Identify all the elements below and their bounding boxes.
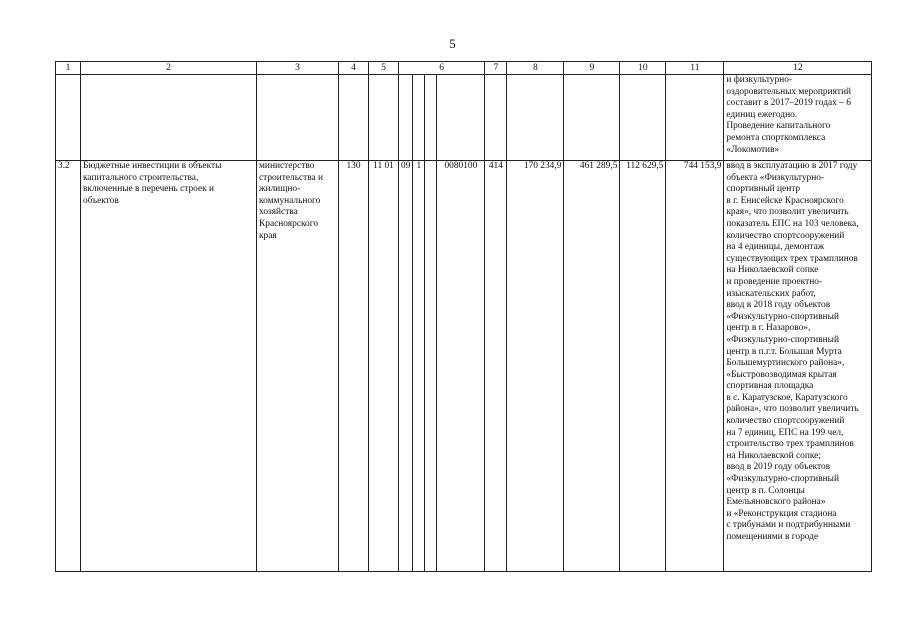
table-row-3-2 — [56, 161, 872, 572]
measure-name: Бюджетные инвестиции в объекты капитального строительства, включенные в перечень строек и объектов — [81, 161, 257, 572]
target-article-4: 0080100 — [437, 161, 485, 572]
header-cell: 12 — [724, 62, 872, 75]
program-table — [55, 61, 872, 572]
header-cell: 7 — [485, 62, 507, 75]
header-cell: 11 — [666, 62, 724, 75]
administrator: министерство строительства и жилищно- коммунального хозяйства Красноярского края — [257, 161, 339, 572]
cell — [56, 75, 81, 161]
amount-2019: 112 629,5 — [620, 161, 666, 572]
cell — [485, 75, 507, 161]
table-row-continuation — [56, 75, 872, 161]
cell — [620, 75, 666, 161]
target-article-3 — [425, 161, 437, 572]
cell — [507, 75, 564, 161]
section-cell: 11 01 — [369, 161, 399, 572]
header-cell: 10 — [620, 62, 666, 75]
amount-2018: 461 289,5 — [564, 161, 620, 572]
row-number: 3.2 — [56, 161, 81, 572]
cell — [425, 75, 437, 161]
header-cell: 6 — [399, 62, 485, 75]
cell — [339, 75, 369, 161]
target-article-2: 1 — [413, 161, 425, 572]
cell — [437, 75, 485, 161]
cell — [413, 75, 425, 161]
header-cell: 3 — [257, 62, 339, 75]
code-cell: 130 — [339, 161, 369, 572]
header-cell: 2 — [81, 62, 257, 75]
header-cell: 5 — [369, 62, 399, 75]
header-cell: 9 — [564, 62, 620, 75]
amount-2017: 170 234,9 — [507, 161, 564, 572]
cell — [257, 75, 339, 161]
cell — [81, 75, 257, 161]
header-row — [56, 62, 872, 75]
expected-result: ввод в эксплуатацию в 2017 году объекта «Физкультурно- спортивный центр в г. Енисейске Красноярского края», что позволит увеличить показатель ЕПС на 103 человека, количество спортсооружений на 4 единицы, демонтаж существующих трех трамплинов на Николаевской сопке и проведение проектно- изыскательских работ, ввод в 2018 году объектов «Физкультурно-спортивный центр в г. Назарово», «Физкультурно-спортивный центр в п.г.т. Большая Мурта Большемуртинского района», «Быстровозводимая крытая спортивная площадка в с. Каратузское, Каратузского района», что позволит увеличить количество спортсооружений на 7 единиц, ЕПС на 199 чел, строительство трех трамплинов на Николаевской сопке; ввод в 2019 году объектов «Физкультурно-спортивный центр в п. Солонцы Емельяновского района» и «Реконструкция стадиона с трибунами и подтрибунными помещениями в городе — [724, 161, 872, 572]
result-text: и физкультурно- оздоровительных мероприятий составит в 2017–2019 годах – 6 единиц ежегодно. Проведение капитального ремонта спорткомплекса «Локомотив» — [724, 75, 872, 161]
target-article-1: 09 — [399, 161, 413, 572]
cell — [666, 75, 724, 161]
page-number: 5 — [449, 36, 456, 51]
amount-total: 744 153,9 — [666, 161, 724, 572]
cell — [564, 75, 620, 161]
cell — [369, 75, 399, 161]
header-cell: 1 — [56, 62, 81, 75]
header-cell: 8 — [507, 62, 564, 75]
header-cell: 4 — [339, 62, 369, 75]
expense-type: 414 — [485, 161, 507, 572]
cell — [399, 75, 413, 161]
